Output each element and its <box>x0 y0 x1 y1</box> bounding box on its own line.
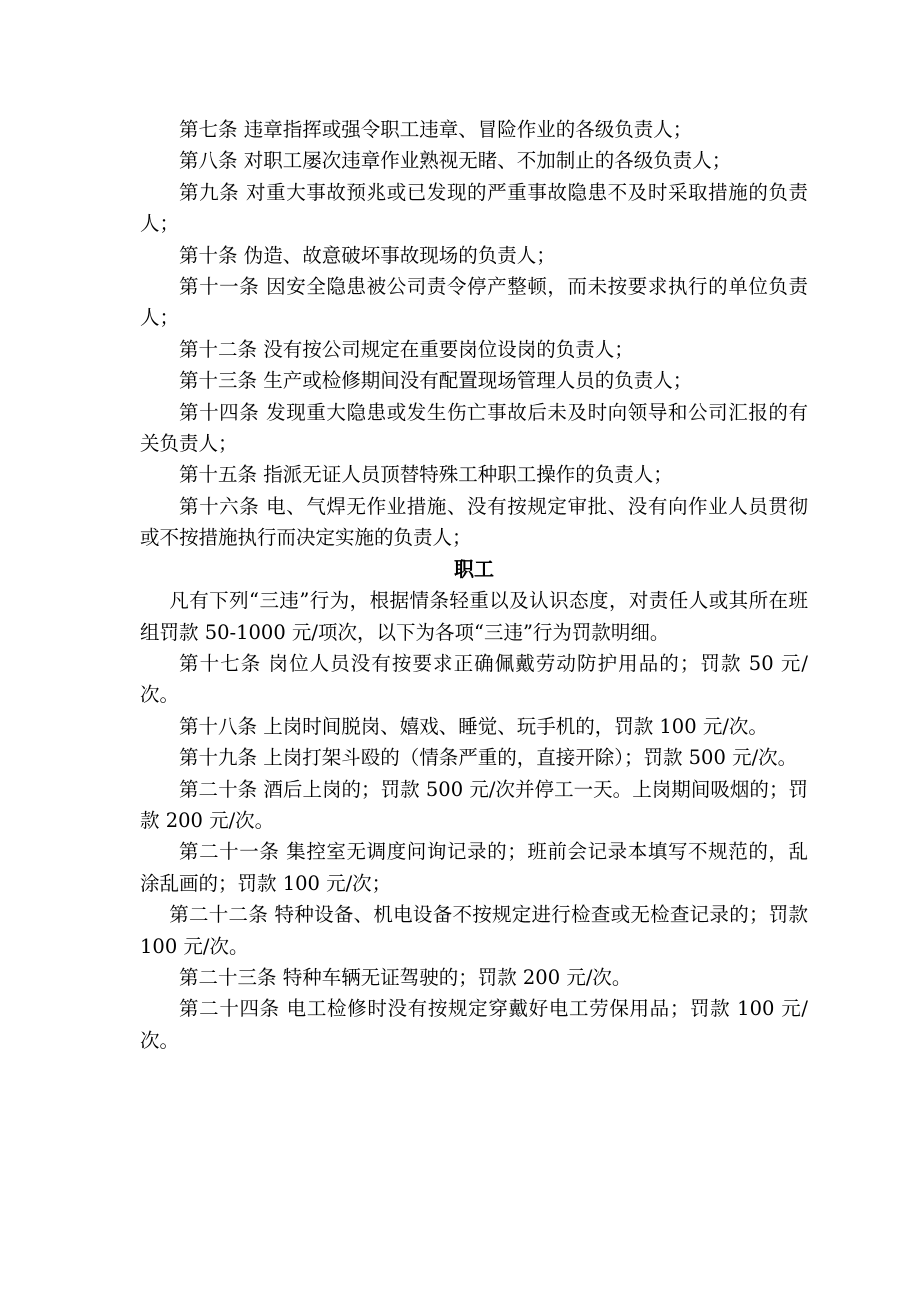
article-20: 第二十条 酒后上岗的；罚款 500 元/次并停工一天。上岗期间吸烟的；罚款 200 元/次。 <box>140 777 808 832</box>
article-11: 第十一条 因安全隐患被公司责令停产整顿，而未按要求执行的单位负责人； <box>140 275 808 330</box>
article-16: 第十六条 电、气焊无作业措施、没有按规定审批、没有向作业人员贯彻或不按措施执行而决定实施的负责人； <box>140 494 808 550</box>
article-21: 第二十一条 集控室无调度问询记录的；班前会记录本填写不规范的，乱涂乱画的；罚款 100 元/次； <box>140 840 808 895</box>
section-intro: 凡有下列“三违”行为，根据情条轻重以及认识态度，对责任人或其所在班组罚款 50-1000 元/项次，以下为各项“三违”行为罚款明细。 <box>140 589 808 644</box>
article-22: 第二十二条 特种设备、机电设备不按规定进行检查或无检查记录的；罚款 100 元/次。 <box>140 903 808 958</box>
article-18: 第十八条 上岗时间脱岗、嬉戏、睡觉、玩手机的，罚款 100 元/次。 <box>179 714 768 738</box>
article-7: 第七条 违章指挥或强令职工违章、冒险作业的各级负责人； <box>179 118 693 141</box>
article-10: 第十条 伪造、故意破坏事故现场的负责人； <box>179 243 556 267</box>
article-14: 第十四条 发现重大隐患或发生伤亡事故后未及时向领导和公司汇报的有关负责人； <box>140 400 808 456</box>
article-13: 第十三条 生产或检修期间没有配置现场管理人员的负责人； <box>179 369 693 393</box>
article-24: 第二十四条 电工检修时没有按规定穿戴好电工劳保用品；罚款 100 元/次。 <box>140 997 808 1052</box>
article-19: 第十九条 上岗打架斗殴的（情条严重的，直接开除）；罚款 500 元/次。 <box>179 746 798 770</box>
section-heading-staff: 职工 <box>454 556 494 581</box>
article-12: 第十二条 没有按公司规定在重要岗位设岗的负责人； <box>179 337 634 361</box>
article-8: 第八条 对职工屡次违章作业熟视无睹、不加制止的各级负责人； <box>179 149 732 173</box>
article-23: 第二十三条 特种车辆无证驾驶的；罚款 200 元/次。 <box>179 965 632 989</box>
article-17: 第十七条 岗位人员没有按要求正确佩戴劳动防护用品的；罚款 50 元/次。 <box>140 651 808 707</box>
article-15: 第十五条 指派无证人员顶替特殊工种职工操作的负责人； <box>179 463 673 487</box>
article-9: 第九条 对重大事故预兆或已发现的严重事故隐患不及时采取措施的负责人； <box>140 180 808 236</box>
document-page <box>140 114 808 1056</box>
